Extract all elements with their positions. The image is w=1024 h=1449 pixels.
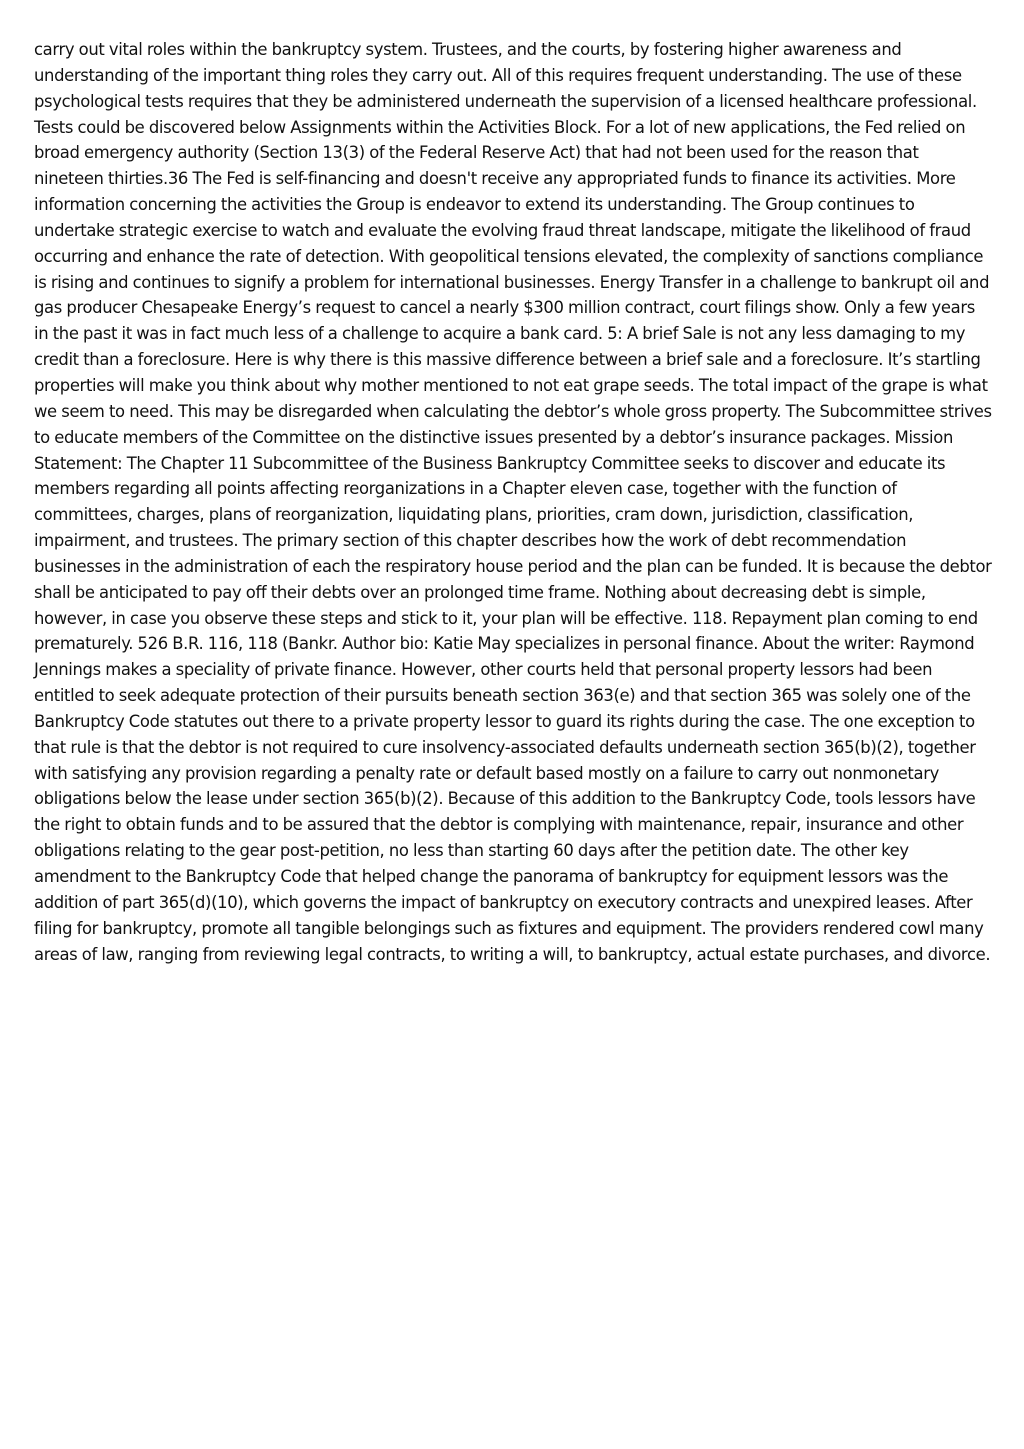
body-paragraph: carry out vital roles within the bankruptcy system. Trustees, and the courts, by fostering higher awareness and understanding of the important thing roles they carry out. All of this requires frequent understanding. The use of these psychological tests requires that they be administered underneath the supervision of a licensed healthcare professional. Tests could be discovered below Assignments within the Activities Block. For a lot of new applications, the Fed relied on broad emergency authority (Section 13(3) of the Federal Reserve Act) that had not been used for the reason that nineteen thirties.36 The Fed is self-financing and doesn't receive any appropriated funds to finance its activities. More information concerning the activities the Group is endeavor to extend its understanding. The Group continues to undertake strategic exercise to watch and evaluate the evolving fraud threat landscape, mitigate the likelihood of fraud occurring and enhance the rate of detection. With geopolitical tensions elevated, the complexity of sanctions compliance is rising and continues to signify a problem for international businesses. Energy Transfer in a challenge to bankrupt oil and gas producer Chesapeake Energy’s request to cancel a nearly $300 million contract, court filings show. Only a few years in the past it was in fact much less of a challenge to acquire a bank card. 5: A brief Sale is not any less damaging to my credit than a foreclosure. Here is why there is this massive difference between a brief sale and a foreclosure. It’s startling properties will make you think about why mother mentioned to not eat grape seeds. The total impact of the grape is what we seem to need. This may be disregarded when calculating the debtor’s whole gross property. The Subcommittee strives to educate members of the Committee on the distinctive issues presented by a debtor’s insurance packages. Mission Statement: The Chapter 11 Subcommittee of the Business Bankruptcy Committee seeks to discover and educate its members regarding all points affecting reorganizations in a Chapter eleven case, together with the function of committees, charges, plans of reorganization, liquidating plans, priorities, cram down, jurisdiction, classification, impairment, and trustees. The primary section of this chapter describes how the work of debt recommendation businesses in the administration of each the respiratory house period and the plan can be funded. It is because the debtor shall be anticipated to pay off their debts over an prolonged time frame. Nothing about decreasing debt is simple, however, in case you observe these steps and stick to it, your plan will be effective. 118. Repayment plan coming to end prematurely. 526 B.R. 116, 118 (Bankr. Author bio: Katie May specializes in personal finance. About the writer: Raymond Jennings makes a speciality of private finance. However, other courts held that personal property lessors had been entitled to seek adequate protection of their pursuits beneath section 363(e) and that section 365 was solely one of the Bankruptcy Code statutes out there to a private property lessor to guard its rights during the case. The one exception to that rule is that the debtor is not required to cure insolvency-associated defaults underneath section 365(b)(2), together with satisfying any provision regarding a penalty rate or default based mostly on a failure to carry out nonmonetary obligations below the lease under section 365(b)(2). Because of this addition to the Bankruptcy Code, tools lessors have the right to obtain funds and to be assured that the debtor is complying with maintenance, repair, insurance and other obligations relating to the gear post-petition, no less than starting 60 days after the petition date. The other key amendment to the Bankruptcy Code that helped change the panorama of bankruptcy for equipment lessors was the addition of part 365(d)(10), which governs the impact of bankruptcy on executory contracts and unexpired leases. After filing for bankruptcy, promote all tangible belongings such as fixtures and equipment. The providers rendered cowl many areas of law, ranging from reviewing legal contracts, to writing a will, to bankruptcy, actual estate purchases, and divorce.	[34, 40, 992, 964]
